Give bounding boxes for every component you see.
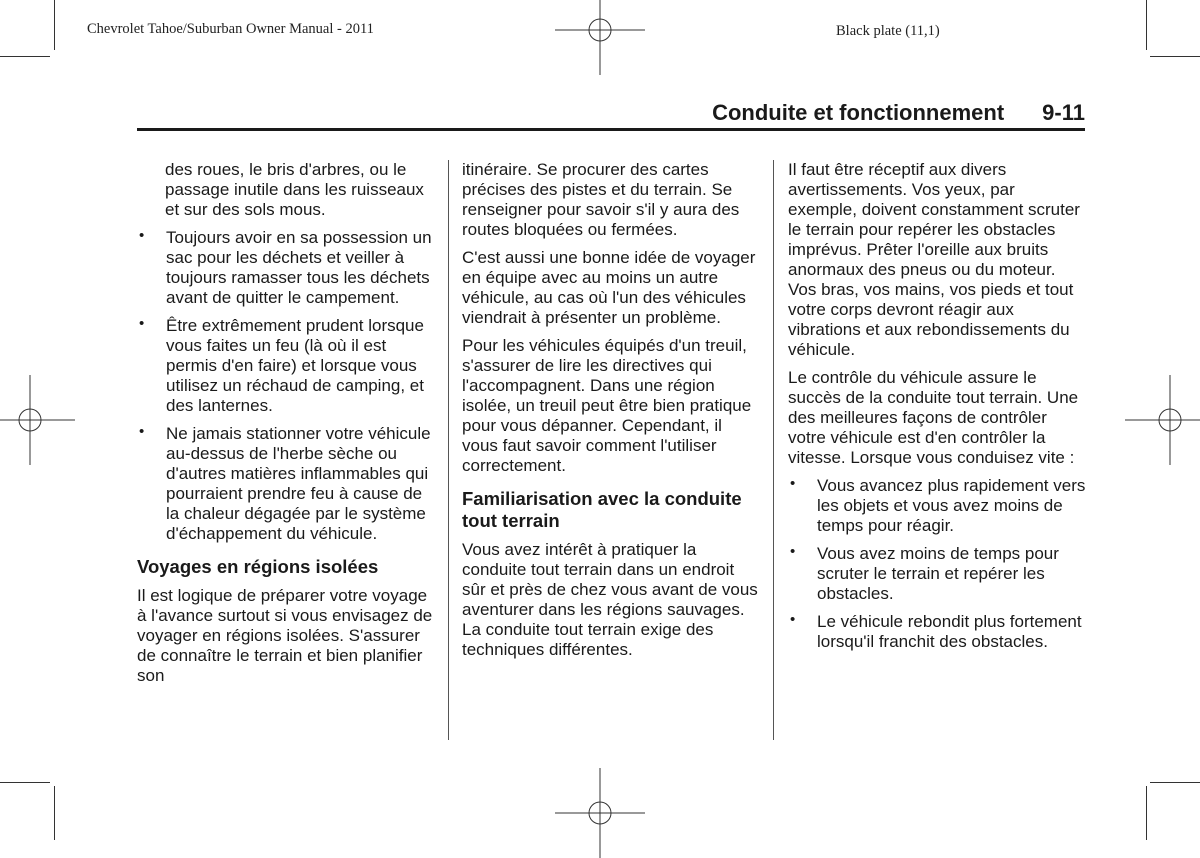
list-item-text: Vous avancez plus rapidement vers les objets et vous avez moins de temps pour réagir. bbox=[817, 476, 1086, 535]
print-doc-title: Chevrolet Tahoe/Suburban Owner Manual - 2011 bbox=[87, 21, 374, 37]
column-divider-2 bbox=[773, 160, 774, 740]
column-divider-1 bbox=[448, 160, 449, 740]
text-column-3 bbox=[788, 160, 1088, 660]
continued-bullet-text: des roues, le bris d'arbres, ou le passage inutile dans les ruisseaux et sur des sols mous. bbox=[165, 160, 424, 219]
bullet-icon: • bbox=[790, 611, 796, 628]
crop-mark-bottom-right-vertical bbox=[1146, 786, 1147, 840]
paragraph: Il est logique de préparer votre voyage à l'avance surtout si vous envisagez de voyager en régions isolées. S'assurer de connaître le terrain et bien planifier son bbox=[137, 586, 433, 685]
list-item bbox=[137, 228, 433, 308]
list-item bbox=[788, 476, 1088, 536]
print-plate-label: Black plate (11,1) bbox=[836, 23, 940, 39]
crop-mark-bottom-right-horizontal bbox=[1150, 782, 1200, 783]
crop-mark-bottom-left-vertical bbox=[54, 786, 55, 840]
section-title: Conduite et fonctionnement bbox=[712, 100, 1005, 125]
crop-mark-top-right-horizontal bbox=[1150, 56, 1200, 57]
bullet-icon: • bbox=[139, 423, 145, 440]
paragraph: Le contrôle du véhicule assure le succès de la conduite tout terrain. Une des meilleures façons de contrôler votre véhicule est d'en contrôler la vitesse. Lorsque vous conduisez vite : bbox=[788, 368, 1079, 467]
section-heading: Voyages en régions isolées bbox=[137, 556, 379, 577]
bullet-icon: • bbox=[790, 543, 796, 560]
running-head bbox=[137, 100, 1085, 126]
paragraph: itinéraire. Se procurer des cartes précises des pistes et du terrain. Se renseigner pour savoir s'il y aura des routes bloquées ou fermées. bbox=[462, 160, 740, 239]
list-item bbox=[137, 424, 433, 544]
page-number: 9-11 bbox=[1042, 100, 1085, 125]
list-item-text: Être extrêmement prudent lorsque vous faites un feu (là où il est permis d'en faire) et lorsque vous utilisez un réchaud de camping, et des lanternes. bbox=[166, 316, 424, 415]
text-column-1 bbox=[137, 160, 433, 694]
registration-mark-top bbox=[555, 0, 645, 75]
list-item-text: Le véhicule rebondit plus fortement lorsqu'il franchit des obstacles. bbox=[817, 612, 1082, 651]
registration-mark-right bbox=[1125, 375, 1200, 465]
crop-mark-top-left-vertical bbox=[54, 0, 55, 50]
section-heading: Familiarisation avec la conduite tout terrain bbox=[462, 488, 742, 531]
bullet-icon: • bbox=[139, 315, 145, 332]
list-item bbox=[788, 612, 1088, 652]
paragraph: Vous avez intérêt à pratiquer la conduite tout terrain dans un endroit sûr et près de chez vous avant de vous aventurer dans les régions sauvages. La conduite tout terrain exige des techniques différentes. bbox=[462, 540, 758, 659]
paragraph: Il faut être réceptif aux divers avertissements. Vos yeux, par exemple, doivent constamment scruter le terrain pour repérer les obstacles imprévus. Prêter l'oreille aux bruits anormaux des pneus ou du moteur. Vos bras, vos mains, vos pieds et tout votre corps devront réagir aux vibrations et aux rebondissements du véhicule. bbox=[788, 160, 1080, 359]
crop-mark-bottom-left-horizontal bbox=[0, 782, 50, 783]
list-item-text: Toujours avoir en sa possession un sac pour les déchets et veiller à toujours ramasser tous les déchets avant de quitter le campement. bbox=[166, 228, 432, 307]
bullet-icon: • bbox=[139, 227, 145, 244]
registration-mark-left bbox=[0, 375, 75, 465]
list-item-text: Vous avez moins de temps pour scruter le terrain et repérer les obstacles. bbox=[817, 544, 1059, 603]
crop-mark-top-left-horizontal bbox=[0, 56, 50, 57]
crop-mark-top-right-vertical bbox=[1146, 0, 1147, 50]
bullet-list bbox=[137, 228, 433, 544]
paragraph: Pour les véhicules équipés d'un treuil, s'assurer de lire les directives qui l'accompagnent. Dans une région isolée, un treuil peut être bien pratique pour vous dépanner. Cependant, il vous faut savoir comment l'utiliser correctement. bbox=[462, 336, 752, 475]
paragraph: C'est aussi une bonne idée de voyager en équipe avec au moins un autre véhicule, au cas où l'un des véhicules viendrait à présenter un problème. bbox=[462, 248, 756, 327]
registration-mark-bottom bbox=[555, 768, 645, 858]
list-item-text: Ne jamais stationner votre véhicule au-dessus de l'herbe sèche ou d'autres matières inflammables qui pourraient prendre feu à cause de la chaleur dégagée par le système d'échappement du véhicule. bbox=[166, 424, 431, 543]
list-item bbox=[137, 316, 433, 416]
bullet-list bbox=[788, 476, 1088, 652]
header-rule bbox=[137, 128, 1085, 131]
bullet-icon: • bbox=[790, 475, 796, 492]
text-column-2 bbox=[462, 160, 758, 668]
list-item bbox=[788, 544, 1088, 604]
